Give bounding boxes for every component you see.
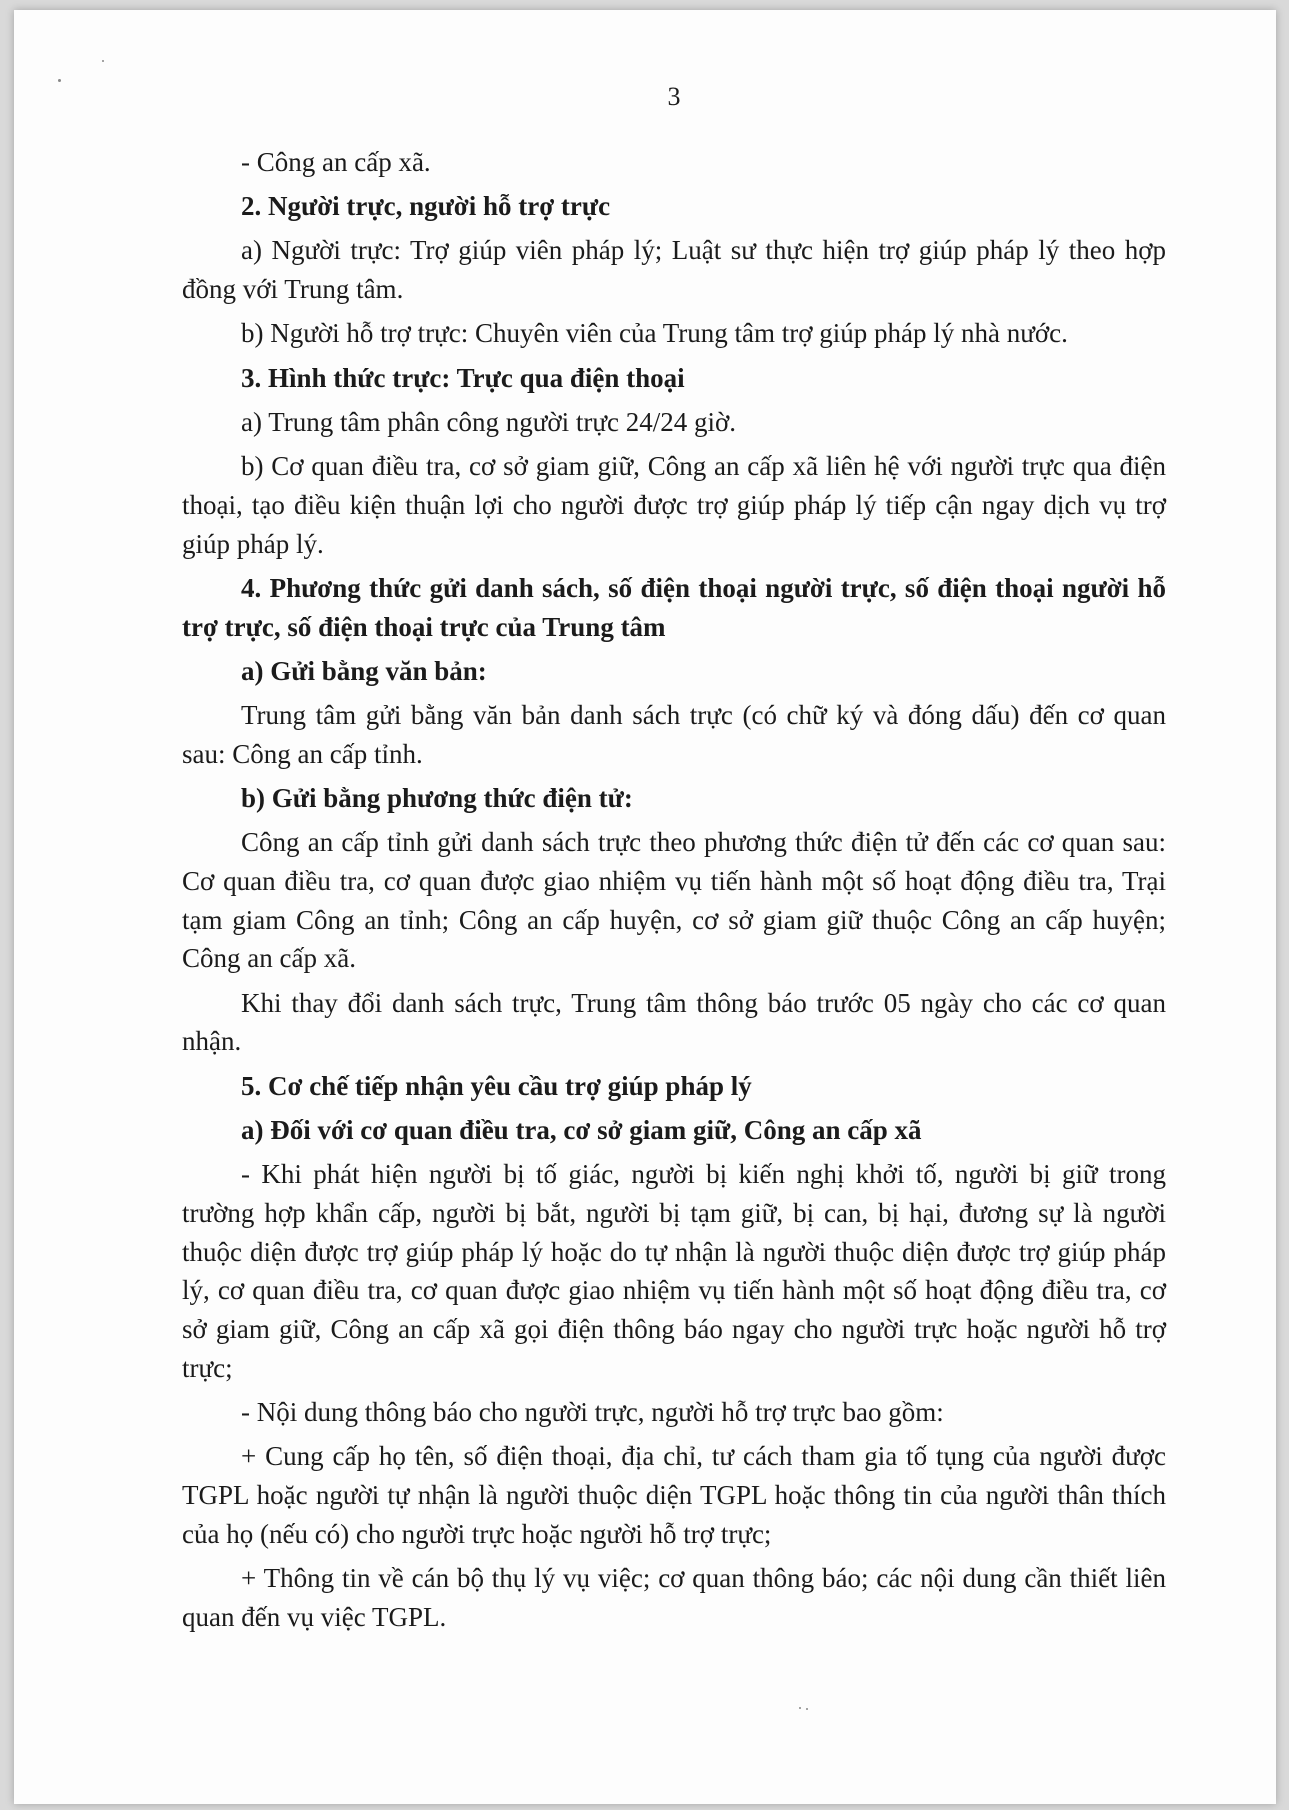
- paragraph: a) Người trực: Trợ giúp viên pháp lý; Luật sư thực hiện trợ giúp pháp lý theo hợp đồng với Trung tâm.: [182, 235, 1166, 305]
- section-heading: 3. Hình thức trực: Trực qua điện thoại: [241, 362, 685, 393]
- scan-speck: [806, 1708, 808, 1710]
- page-number: 3: [667, 82, 681, 111]
- paragraph: b) Cơ quan điều tra, cơ sở giam giữ, Công an cấp xã liên hệ với người trực qua điện thoại, tạo điều kiện thuận lợi cho người được trợ giúp pháp lý tiếp cận ngay dịch vụ trợ giúp pháp lý.: [182, 450, 1166, 559]
- section-heading: a) Đối với cơ quan điều tra, cơ sở giam giữ, Công an cấp xã: [241, 1114, 922, 1145]
- paragraph: Khi thay đổi danh sách trực, Trung tâm thông báo trước 05 ngày cho các cơ quan nhận.: [182, 987, 1166, 1057]
- paragraph: - Khi phát hiện người bị tố giác, người bị kiến nghị khởi tố, người bị giữ trong trường hợp khẩn cấp, người bị bắt, người bị tạm giữ, bị can, bị hại, đương sự là người thuộc diện được trợ giúp pháp lý hoặc do tự nhận là người thuộc diện được trợ giúp pháp lý, cơ quan điều tra, cơ quan được giao nhiệm vụ tiến hành một số hoạt động điều tra, cơ sở giam giữ, Công an cấp xã gọi điện thông báo ngay cho người trực hoặc người hỗ trợ trực;: [182, 1158, 1166, 1383]
- paragraph: Công an cấp tỉnh gửi danh sách trực theo phương thức điện tử đến các cơ quan sau: Cơ quan điều tra, cơ quan được giao nhiệm vụ tiến hành một số hoạt động điều tra, Trại tạm giam Công an tỉnh; Công an cấp huyện, cơ sở giam giữ thuộc Công an cấp huyện; Công an cấp xã.: [182, 827, 1166, 974]
- document-body: [182, 143, 1166, 1637]
- paragraph: a) Trung tâm phân công người trực 24/24 giờ.: [241, 406, 737, 437]
- paragraph: - Công an cấp xã.: [241, 147, 431, 177]
- scan-speck: [799, 1707, 801, 1709]
- section-heading: 2. Người trực, người hỗ trợ trực: [241, 191, 611, 222]
- section-heading: 5. Cơ chế tiếp nhận yêu cầu trợ giúp pháp lý: [241, 1070, 752, 1101]
- paragraph: + Thông tin về cán bộ thụ lý vụ việc; cơ quan thông báo; các nội dung cần thiết liên quan đến vụ việc TGPL.: [182, 1563, 1166, 1632]
- paragraph: b) Người hỗ trợ trực: Chuyên viên của Trung tâm trợ giúp pháp lý nhà nước.: [241, 318, 1068, 349]
- scan-speck: [58, 79, 61, 82]
- scan-speck: [102, 60, 104, 62]
- document-page: [14, 10, 1276, 1804]
- paragraph: - Nội dung thông báo cho người trực, người hỗ trợ trực bao gồm:: [241, 1397, 944, 1428]
- section-heading: 4. Phương thức gửi danh sách, số điện thoại người trực, số điện thoại người hỗ trợ trực, số điện thoại trực của Trung tâm: [182, 572, 1166, 642]
- section-heading: b) Gửi bằng phương thức điện tử:: [241, 782, 633, 813]
- section-heading: a) Gửi bằng văn bản:: [241, 655, 487, 686]
- paragraph: Trung tâm gửi bằng văn bản danh sách trực (có chữ ký và đóng dấu) đến cơ quan sau: Công an cấp tỉnh.: [182, 699, 1166, 769]
- paragraph: + Cung cấp họ tên, số điện thoại, địa chỉ, tư cách tham gia tố tụng của người được TGPL hoặc người tự nhận là người thuộc diện TGPL hoặc thông tin của người thân thích của họ (nếu có) cho người trực hoặc người hỗ trợ trực;: [182, 1441, 1166, 1549]
